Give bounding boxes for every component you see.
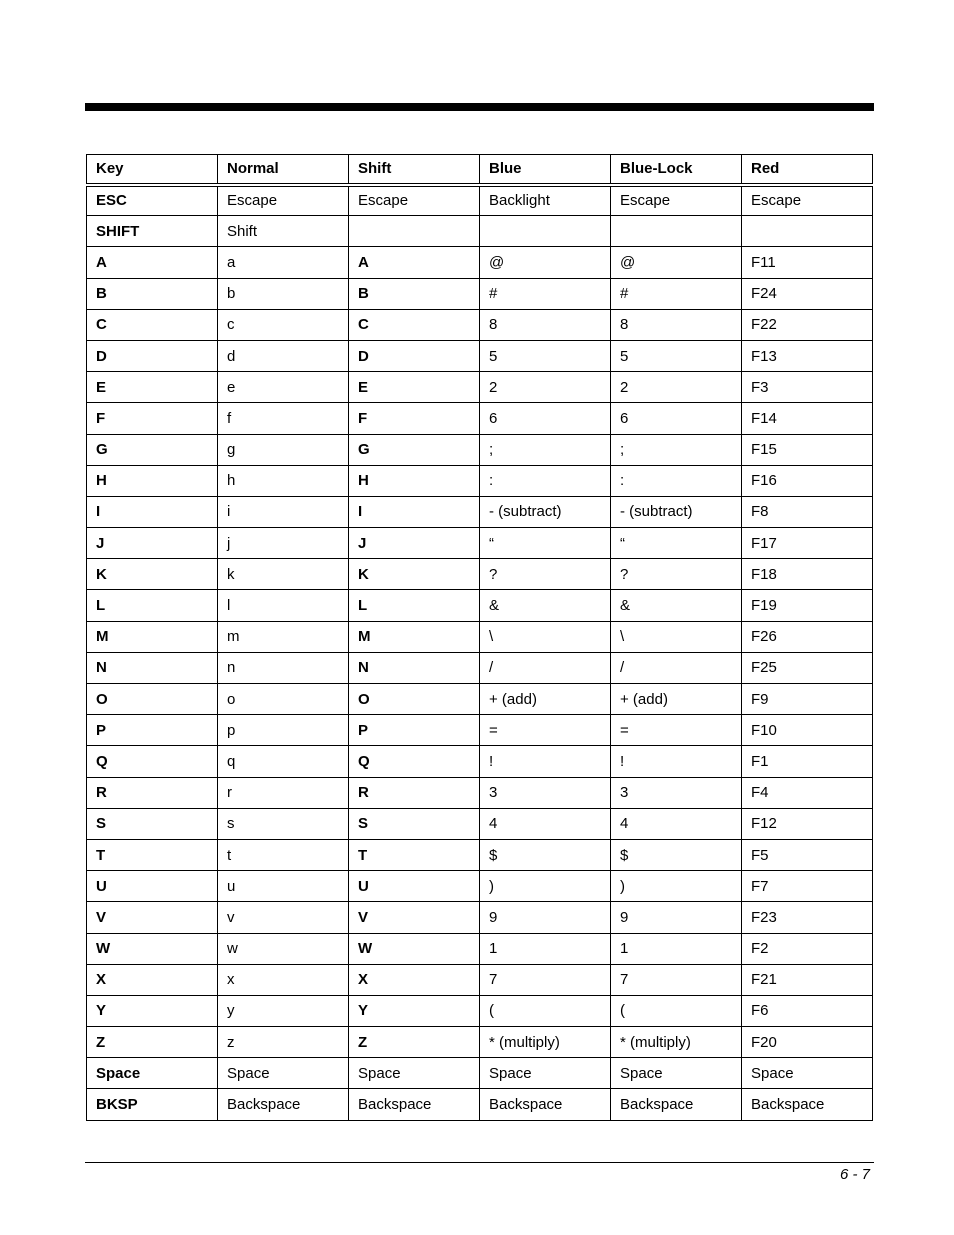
cell-normal: g [218, 434, 349, 465]
cell-blue: 3 [480, 777, 611, 808]
cell-red: F10 [742, 715, 873, 746]
table-header-row [87, 155, 873, 185]
cell-normal: z [218, 1027, 349, 1058]
cell-key: Q [87, 746, 218, 777]
cell-shift: U [349, 871, 480, 902]
cell-blue: & [480, 590, 611, 621]
cell-red: F25 [742, 652, 873, 683]
cell-blue-lock: 2 [611, 372, 742, 403]
table-row [87, 808, 873, 839]
key-mapping-table [86, 154, 873, 1121]
cell-shift: N [349, 652, 480, 683]
cell-blue-lock: @ [611, 247, 742, 278]
cell-normal: c [218, 309, 349, 340]
cell-key: N [87, 652, 218, 683]
table-row [87, 496, 873, 527]
cell-blue-lock: + (add) [611, 684, 742, 715]
cell-normal: j [218, 528, 349, 559]
table-row [87, 746, 873, 777]
table-row [87, 403, 873, 434]
cell-blue-lock: 4 [611, 808, 742, 839]
cell-shift: L [349, 590, 480, 621]
cell-normal: Space [218, 1058, 349, 1089]
cell-normal: t [218, 839, 349, 870]
cell-blue-lock: ( [611, 995, 742, 1026]
cell-normal: a [218, 247, 349, 278]
cell-shift: Y [349, 995, 480, 1026]
cell-red: F3 [742, 372, 873, 403]
table-row [87, 434, 873, 465]
cell-normal: v [218, 902, 349, 933]
table-row [87, 1027, 873, 1058]
cell-normal: Shift [218, 216, 349, 247]
header-blue-lock: Blue-Lock [611, 155, 742, 185]
cell-normal: r [218, 777, 349, 808]
cell-shift: B [349, 278, 480, 309]
cell-blue: 2 [480, 372, 611, 403]
table-row [87, 684, 873, 715]
cell-normal: d [218, 340, 349, 371]
cell-key: V [87, 902, 218, 933]
table-row [87, 309, 873, 340]
table-row [87, 995, 873, 1026]
cell-key: X [87, 964, 218, 995]
cell-shift: F [349, 403, 480, 434]
cell-red: F14 [742, 403, 873, 434]
cell-blue: + (add) [480, 684, 611, 715]
page-number: 6 - 7 [839, 1166, 870, 1183]
cell-blue-lock: Escape [611, 185, 742, 216]
cell-blue-lock: * (multiply) [611, 1027, 742, 1058]
cell-blue-lock: “ [611, 528, 742, 559]
cell-normal: o [218, 684, 349, 715]
table-row [87, 559, 873, 590]
header-blue: Blue [480, 155, 611, 185]
table-row [87, 964, 873, 995]
cell-red: F15 [742, 434, 873, 465]
cell-normal: q [218, 746, 349, 777]
cell-shift: R [349, 777, 480, 808]
cell-shift: Escape [349, 185, 480, 216]
cell-normal: b [218, 278, 349, 309]
cell-key: H [87, 465, 218, 496]
cell-blue-lock: ! [611, 746, 742, 777]
table-row [87, 528, 873, 559]
cell-blue-lock: / [611, 652, 742, 683]
cell-blue: - (subtract) [480, 496, 611, 527]
cell-blue-lock: Space [611, 1058, 742, 1089]
cell-normal: f [218, 403, 349, 434]
cell-red: F11 [742, 247, 873, 278]
cell-red [742, 216, 873, 247]
cell-shift: I [349, 496, 480, 527]
cell-blue: # [480, 278, 611, 309]
cell-blue: Space [480, 1058, 611, 1089]
cell-key: B [87, 278, 218, 309]
cell-blue-lock: Backspace [611, 1089, 742, 1120]
cell-red: F13 [742, 340, 873, 371]
cell-blue: 8 [480, 309, 611, 340]
cell-blue [480, 216, 611, 247]
cell-shift: E [349, 372, 480, 403]
table-row [87, 933, 873, 964]
cell-red: F18 [742, 559, 873, 590]
cell-blue-lock: 7 [611, 964, 742, 995]
cell-shift: M [349, 621, 480, 652]
table-row [87, 652, 873, 683]
cell-shift: Z [349, 1027, 480, 1058]
cell-blue-lock: \ [611, 621, 742, 652]
cell-blue-lock: ; [611, 434, 742, 465]
table-row [87, 902, 873, 933]
cell-red: F22 [742, 309, 873, 340]
cell-normal: w [218, 933, 349, 964]
cell-red: Backspace [742, 1089, 873, 1120]
cell-blue: * (multiply) [480, 1027, 611, 1058]
cell-shift: Space [349, 1058, 480, 1089]
cell-key: E [87, 372, 218, 403]
cell-blue: ! [480, 746, 611, 777]
top-rule [85, 103, 874, 111]
cell-normal: Escape [218, 185, 349, 216]
header-shift: Shift [349, 155, 480, 185]
cell-blue-lock: $ [611, 839, 742, 870]
cell-key: ESC [87, 185, 218, 216]
cell-red: F12 [742, 808, 873, 839]
cell-red: F1 [742, 746, 873, 777]
cell-blue-lock: # [611, 278, 742, 309]
cell-normal: h [218, 465, 349, 496]
cell-red: F16 [742, 465, 873, 496]
cell-blue: ) [480, 871, 611, 902]
cell-blue-lock: 5 [611, 340, 742, 371]
table-row [87, 715, 873, 746]
cell-key: BKSP [87, 1089, 218, 1120]
cell-blue-lock: : [611, 465, 742, 496]
cell-blue: : [480, 465, 611, 496]
cell-normal: l [218, 590, 349, 621]
cell-key: C [87, 309, 218, 340]
cell-key: L [87, 590, 218, 621]
cell-blue: ( [480, 995, 611, 1026]
cell-key: D [87, 340, 218, 371]
cell-shift: D [349, 340, 480, 371]
cell-normal: i [218, 496, 349, 527]
cell-key: Y [87, 995, 218, 1026]
cell-blue-lock: ? [611, 559, 742, 590]
cell-red: F24 [742, 278, 873, 309]
cell-blue: $ [480, 839, 611, 870]
cell-normal: u [218, 871, 349, 902]
cell-normal: n [218, 652, 349, 683]
cell-shift: H [349, 465, 480, 496]
cell-red: F6 [742, 995, 873, 1026]
cell-key: F [87, 403, 218, 434]
table-row [87, 590, 873, 621]
table-row [87, 372, 873, 403]
cell-red: Escape [742, 185, 873, 216]
cell-key: M [87, 621, 218, 652]
cell-normal: y [218, 995, 349, 1026]
cell-shift: W [349, 933, 480, 964]
table-row [87, 839, 873, 870]
cell-key: W [87, 933, 218, 964]
table-row [87, 777, 873, 808]
cell-blue-lock: 3 [611, 777, 742, 808]
table-row [87, 871, 873, 902]
table-body [87, 185, 873, 1121]
table-row [87, 465, 873, 496]
cell-red: F8 [742, 496, 873, 527]
cell-red: F5 [742, 839, 873, 870]
cell-shift: P [349, 715, 480, 746]
table-row [87, 1089, 873, 1120]
cell-blue: / [480, 652, 611, 683]
cell-red: F2 [742, 933, 873, 964]
cell-key: P [87, 715, 218, 746]
header-key: Key [87, 155, 218, 185]
cell-red: F20 [742, 1027, 873, 1058]
cell-normal: x [218, 964, 349, 995]
cell-shift: G [349, 434, 480, 465]
cell-shift: C [349, 309, 480, 340]
cell-normal: k [218, 559, 349, 590]
cell-key: K [87, 559, 218, 590]
bottom-rule [85, 1162, 874, 1163]
cell-shift: S [349, 808, 480, 839]
cell-red: F9 [742, 684, 873, 715]
cell-shift: A [349, 247, 480, 278]
cell-shift: Q [349, 746, 480, 777]
cell-red: F4 [742, 777, 873, 808]
cell-normal: p [218, 715, 349, 746]
cell-shift: T [349, 839, 480, 870]
cell-red: F17 [742, 528, 873, 559]
table-row [87, 247, 873, 278]
cell-key: G [87, 434, 218, 465]
cell-shift: J [349, 528, 480, 559]
cell-blue: Backlight [480, 185, 611, 216]
cell-blue: \ [480, 621, 611, 652]
cell-blue-lock [611, 216, 742, 247]
header-red: Red [742, 155, 873, 185]
cell-key: A [87, 247, 218, 278]
cell-key: J [87, 528, 218, 559]
cell-normal: s [218, 808, 349, 839]
cell-blue-lock: 1 [611, 933, 742, 964]
cell-blue-lock: - (subtract) [611, 496, 742, 527]
cell-shift: O [349, 684, 480, 715]
cell-blue-lock: 8 [611, 309, 742, 340]
cell-key: Z [87, 1027, 218, 1058]
cell-blue-lock: = [611, 715, 742, 746]
table-row [87, 340, 873, 371]
cell-blue-lock: 9 [611, 902, 742, 933]
cell-key: R [87, 777, 218, 808]
cell-blue: ; [480, 434, 611, 465]
cell-blue: = [480, 715, 611, 746]
cell-blue: 1 [480, 933, 611, 964]
cell-shift: V [349, 902, 480, 933]
cell-shift: K [349, 559, 480, 590]
cell-key: Space [87, 1058, 218, 1089]
cell-blue: 4 [480, 808, 611, 839]
cell-blue: 6 [480, 403, 611, 434]
cell-key: O [87, 684, 218, 715]
cell-red: Space [742, 1058, 873, 1089]
cell-key: I [87, 496, 218, 527]
cell-red: F26 [742, 621, 873, 652]
cell-key: U [87, 871, 218, 902]
cell-red: F19 [742, 590, 873, 621]
table-row [87, 1058, 873, 1089]
table-row [87, 185, 873, 216]
cell-blue: 7 [480, 964, 611, 995]
cell-shift: X [349, 964, 480, 995]
table-row [87, 278, 873, 309]
cell-red: F23 [742, 902, 873, 933]
cell-blue: 9 [480, 902, 611, 933]
cell-shift [349, 216, 480, 247]
table-row [87, 621, 873, 652]
cell-blue-lock: ) [611, 871, 742, 902]
cell-blue: ? [480, 559, 611, 590]
cell-shift: Backspace [349, 1089, 480, 1120]
table-row [87, 216, 873, 247]
cell-key: SHIFT [87, 216, 218, 247]
cell-blue-lock: 6 [611, 403, 742, 434]
cell-blue-lock: & [611, 590, 742, 621]
header-normal: Normal [218, 155, 349, 185]
cell-red: F21 [742, 964, 873, 995]
cell-blue: Backspace [480, 1089, 611, 1120]
cell-blue: “ [480, 528, 611, 559]
cell-red: F7 [742, 871, 873, 902]
cell-normal: e [218, 372, 349, 403]
cell-normal: m [218, 621, 349, 652]
cell-key: S [87, 808, 218, 839]
cell-blue: @ [480, 247, 611, 278]
cell-normal: Backspace [218, 1089, 349, 1120]
cell-key: T [87, 839, 218, 870]
cell-blue: 5 [480, 340, 611, 371]
